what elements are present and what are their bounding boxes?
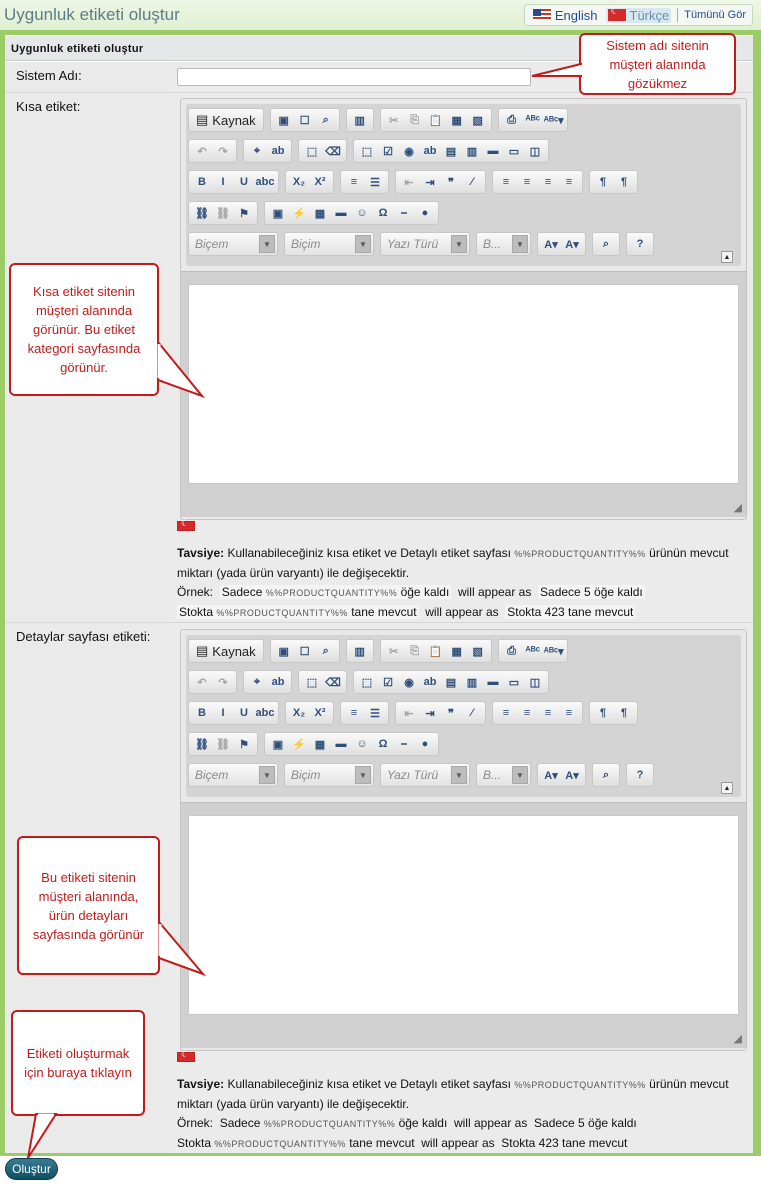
textfield-icon[interactable]: ab <box>423 676 437 688</box>
format-combo-label: Biçim <box>291 237 321 251</box>
details-label-label: Detaylar sayfası etiketi: <box>5 623 166 1153</box>
remove-format-icon[interactable]: ⌫ <box>325 676 341 689</box>
hint-placeholder: %%PRODUCTQUANTITY%% <box>263 1119 396 1129</box>
style-combo[interactable] <box>188 232 278 256</box>
bg-color-icon[interactable]: A▾ <box>565 769 579 782</box>
hint-placeholder: %%PRODUCTQUANTITY%% <box>214 1139 346 1149</box>
button-icon[interactable]: ▬ <box>487 676 499 688</box>
toolbar-row <box>188 108 568 132</box>
outdent-icon[interactable]: ⇤ <box>404 707 414 720</box>
section-title: Uygunluk etiketi oluştur <box>5 36 753 61</box>
paste-word-icon[interactable]: ▧ <box>472 114 483 127</box>
ltr-icon[interactable]: ¶ <box>599 176 607 188</box>
spellcheck-dropdown-icon[interactable]: ᴬᴮᶜ▾ <box>543 645 564 658</box>
toolbar-group <box>395 170 486 194</box>
style-combo-label: Biçem <box>195 237 229 251</box>
hint-ex2-result: Stokta 423 tane mevcut <box>501 1136 628 1150</box>
textarea-icon[interactable]: ▤ <box>445 676 457 689</box>
format-combo[interactable] <box>284 763 374 787</box>
print-icon[interactable]: ⎙ <box>507 113 517 126</box>
toolbar-group <box>340 170 389 194</box>
image-button-icon[interactable]: ▭ <box>508 676 520 689</box>
find-icon[interactable]: ⌖ <box>253 675 261 688</box>
show-all-link[interactable]: Tümünü Gör <box>684 9 746 21</box>
redo-icon[interactable]: ↷ <box>218 676 228 689</box>
callout-pointer <box>24 1112 64 1162</box>
document-icon: ▤ <box>196 643 209 658</box>
toolbar-row <box>188 639 568 663</box>
source-button[interactable] <box>192 111 260 129</box>
paste-icon[interactable]: 📋 <box>428 114 443 127</box>
short-label-editor-content-frame <box>181 271 746 517</box>
undo-icon[interactable]: ↶ <box>197 676 207 689</box>
page-break-icon[interactable]: ⎯ <box>401 206 407 219</box>
toolbar-group <box>498 639 568 663</box>
paste-icon[interactable]: 📋 <box>428 645 443 658</box>
hint-ex1-a: Sadece <box>219 1116 264 1130</box>
tr-flag-icon[interactable] <box>177 1052 195 1062</box>
hint-ex2-a: Stokta <box>177 1136 215 1150</box>
size-combo-label: B... <box>483 768 502 782</box>
bold-button[interactable]: B <box>198 176 206 188</box>
hint-ex1-b: öğe kaldı <box>397 585 450 599</box>
toolbar-group <box>589 701 638 725</box>
toolbar-group <box>346 639 374 663</box>
chevron-down-icon: ▼ <box>451 766 467 784</box>
div-icon[interactable]: ⁄ <box>471 707 473 719</box>
language-switcher <box>524 4 753 26</box>
textarea-icon[interactable]: ▤ <box>445 145 457 158</box>
hint-tip-label: Tavsiye: <box>177 1077 225 1091</box>
ltr-icon[interactable]: ¶ <box>599 707 607 719</box>
help-icon[interactable]: ? <box>636 769 644 781</box>
hint-placeholder: %%PRODUCTQUANTITY%% <box>514 549 646 559</box>
create-button[interactable]: Oluştur <box>5 1158 58 1180</box>
horizontal-rule-icon[interactable]: ▬ <box>335 738 347 750</box>
source-label: Kaynak <box>212 643 256 659</box>
source-button[interactable] <box>192 642 260 660</box>
cut-icon[interactable]: ✂ <box>389 645 399 658</box>
hint-appear-as: will appear as <box>421 1136 495 1150</box>
horizontal-rule-icon[interactable]: ▬ <box>335 207 347 219</box>
hint-ex1-result: Sadece 5 öğe kaldı <box>540 585 643 599</box>
toolbar-group <box>537 763 586 787</box>
toolbar-group <box>346 108 374 132</box>
hidden-field-icon[interactable]: ◫ <box>529 145 541 158</box>
select-icon[interactable]: ▥ <box>466 676 478 689</box>
toolbar-group <box>298 670 347 694</box>
align-left-icon[interactable]: ≡ <box>502 707 510 719</box>
toolbar-group <box>264 732 439 756</box>
spellcheck-icon[interactable]: ᴬᴮᶜ <box>525 114 540 126</box>
replace-icon[interactable]: ab <box>271 676 285 688</box>
hint-tip-text: Kullanabileceğiniz kısa etiket ve Detaylı etiket sayfası <box>224 1077 515 1091</box>
callout-details-label: Bu etiketi sitenin müşteri alanında, ürün detayları sayfasında görünür <box>17 836 160 975</box>
copy-icon[interactable]: ⎘ <box>410 644 420 657</box>
subscript-button[interactable]: X₂ <box>292 176 306 188</box>
hint-appear-as: will appear as <box>453 1116 528 1130</box>
hint-ex1-result: Sadece 5 öğe kaldı <box>534 1116 637 1130</box>
hint-example-label: Örnek: <box>177 585 214 599</box>
help-icon[interactable]: ? <box>636 238 644 250</box>
templates-icon[interactable]: ▥ <box>354 114 365 127</box>
font-combo[interactable] <box>380 232 470 256</box>
hint-ex2-b: tane mevcut <box>345 1136 415 1150</box>
page-header <box>0 0 761 34</box>
short-label-editor-toolbar <box>186 104 741 266</box>
callout-system-name: Sistem adı sitenin müşteri alanında gözükmez <box>579 33 736 95</box>
size-combo-label: B... <box>483 237 502 251</box>
toolbar-group <box>264 201 439 225</box>
size-combo[interactable] <box>476 232 531 256</box>
bullet-list-icon[interactable]: ☰ <box>370 176 380 189</box>
smiley-icon[interactable]: ☺ <box>356 738 368 750</box>
div-icon[interactable]: ⁄ <box>471 176 473 188</box>
lang-turkish-label: Türkçe <box>629 7 670 23</box>
collapse-toolbar-icon[interactable]: ▲ <box>721 782 733 794</box>
hint-placeholder: %%PRODUCTQUANTITY%% <box>265 588 398 598</box>
frame-border <box>753 30 761 1155</box>
lang-english-label: English <box>554 7 598 23</box>
numbered-list-icon[interactable]: ≡ <box>350 707 358 719</box>
style-combo-label: Biçem <box>195 768 229 782</box>
short-label-label: Kısa etiket: <box>5 93 166 622</box>
style-combo[interactable] <box>188 763 278 787</box>
toolbar-group <box>592 232 620 256</box>
special-char-icon[interactable]: Ω <box>378 738 388 750</box>
hint-tip-text: Kullanabileceğiniz kısa etiket ve Detaylı etiket sayfası <box>224 546 515 560</box>
rtl-icon[interactable]: ¶ <box>620 707 628 719</box>
hint-ex2-b: tane mevcut <box>347 605 417 619</box>
format-combo-label: Biçim <box>291 768 321 782</box>
callout-pointer <box>157 920 205 978</box>
textfield-icon[interactable]: ab <box>423 145 437 157</box>
align-center-icon[interactable]: ≡ <box>523 707 531 719</box>
print-icon[interactable]: ⎙ <box>507 644 517 657</box>
hint-appear-as: will appear as <box>425 605 499 619</box>
image-icon[interactable]: ▣ <box>272 738 284 751</box>
unlink-icon[interactable]: ⛓ <box>216 207 230 220</box>
chevron-down-icon: ▼ <box>259 235 275 253</box>
hint-placeholder: %%PRODUCTQUANTITY%% <box>216 608 348 618</box>
toolbar-row <box>188 701 638 725</box>
outdent-icon[interactable]: ⇤ <box>404 176 414 189</box>
collapse-toolbar-icon[interactable]: ▲ <box>721 251 733 263</box>
flash-icon[interactable]: ⚡ <box>292 207 306 220</box>
font-combo-label: Yazı Türü <box>387 237 439 251</box>
select-icon[interactable]: ▥ <box>466 145 478 158</box>
toolbar-row <box>188 139 549 163</box>
page-title: Uygunluk etiketi oluştur <box>4 5 180 24</box>
indent-icon[interactable]: ⇥ <box>425 707 435 720</box>
radio-icon[interactable]: ◉ <box>404 676 414 689</box>
align-right-icon[interactable]: ≡ <box>544 707 552 719</box>
italic-button[interactable]: I <box>221 707 225 719</box>
align-left-icon[interactable]: ≡ <box>502 176 510 188</box>
toolbar-row <box>188 170 638 194</box>
toolbar-group <box>188 139 237 163</box>
details-label-editor-toolbar <box>186 635 741 797</box>
templates-icon[interactable]: ▥ <box>354 645 365 658</box>
hint-ex1-b: öğe kaldı <box>395 1116 448 1130</box>
blockquote-icon[interactable]: ❞ <box>448 707 454 720</box>
chevron-down-icon: ▼ <box>512 235 528 253</box>
short-label-editor-content-area[interactable] <box>188 284 739 484</box>
unlink-icon[interactable]: ⛓ <box>216 738 230 751</box>
table-icon[interactable]: ▦ <box>314 738 326 751</box>
remove-format-icon[interactable]: ⌫ <box>325 145 341 158</box>
tr-flag-icon <box>608 9 626 21</box>
toolbar-group <box>285 701 334 725</box>
hint-tip-label: Tavsiye: <box>177 546 225 560</box>
paste-word-icon[interactable]: ▧ <box>472 645 483 658</box>
iframe-icon[interactable]: ● <box>421 207 429 219</box>
toolbar-group <box>188 701 279 725</box>
bold-button[interactable]: B <box>198 707 206 719</box>
divider <box>677 8 678 22</box>
details-label-editor-content-area[interactable] <box>188 815 739 1015</box>
callout-short-label: Kısa etiket sitenin müşteri alanında görünür. Bu etiket kategori sayfasında görünür. <box>9 263 159 396</box>
source-label: Kaynak <box>212 112 256 128</box>
maximize-icon[interactable]: ⌕ <box>602 768 610 781</box>
toolbar-group <box>243 670 292 694</box>
rtl-icon[interactable]: ¶ <box>620 176 628 188</box>
link-icon[interactable]: ⛓ <box>195 207 209 220</box>
indent-icon[interactable]: ⇥ <box>425 176 435 189</box>
toolbar-group <box>340 701 389 725</box>
button-icon[interactable]: ▬ <box>487 145 499 157</box>
image-icon[interactable]: ▣ <box>272 207 284 220</box>
strike-button[interactable]: abc <box>255 176 275 188</box>
toolbar-group <box>188 201 258 225</box>
form-icon[interactable]: ⬚ <box>361 145 373 158</box>
chevron-down-icon: ▼ <box>451 235 467 253</box>
short-label-editor <box>180 98 747 520</box>
bullet-list-icon[interactable]: ☰ <box>370 707 380 720</box>
details-label-editor-content-frame <box>181 802 746 1048</box>
anchor-icon[interactable]: ⚑ <box>239 738 249 751</box>
font-combo[interactable] <box>380 763 470 787</box>
toolbar-row <box>188 763 654 787</box>
hint-block-details <box>177 1075 747 1154</box>
hint-ex1-a: Sadece <box>221 585 266 599</box>
font-combo-label: Yazı Türü <box>387 768 439 782</box>
format-combo[interactable] <box>284 232 374 256</box>
tr-flag-icon[interactable] <box>177 521 195 531</box>
chevron-down-icon: ▼ <box>512 766 528 784</box>
chevron-down-icon: ▼ <box>355 235 371 253</box>
page-break-icon[interactable]: ⎯ <box>401 737 407 750</box>
checkbox-icon[interactable]: ☑ <box>383 145 393 158</box>
toolbar-group <box>626 763 654 787</box>
underline-button[interactable]: U <box>240 707 248 719</box>
hint-example-label: Örnek: <box>177 1116 214 1130</box>
maximize-icon[interactable]: ⌕ <box>602 237 610 250</box>
preview-icon[interactable]: ⌕ <box>322 644 329 657</box>
special-char-icon[interactable]: Ω <box>378 207 388 219</box>
toolbar-group <box>188 108 264 132</box>
toolbar-group <box>492 170 583 194</box>
chevron-down-icon: ▼ <box>259 766 275 784</box>
form-icon[interactable]: ⬚ <box>361 676 373 689</box>
anchor-icon[interactable]: ⚑ <box>239 207 249 220</box>
align-center-icon[interactable]: ≡ <box>523 176 531 188</box>
us-flag-icon <box>533 9 551 21</box>
resize-handle-icon[interactable]: ◢ <box>733 1033 742 1045</box>
hint-placeholder: %%PRODUCTQUANTITY%% <box>514 1080 646 1090</box>
toolbar-group <box>188 670 237 694</box>
copy-icon[interactable]: ⎘ <box>410 113 420 126</box>
redo-icon[interactable]: ↷ <box>218 145 228 158</box>
replace-icon[interactable]: ab <box>271 145 285 157</box>
superscript-button[interactable]: X² <box>314 707 326 719</box>
toolbar-group <box>395 701 486 725</box>
toolbar-group <box>492 701 583 725</box>
toolbar-row <box>188 201 439 225</box>
callout-pointer <box>530 62 582 82</box>
bg-color-icon[interactable]: A▾ <box>565 238 579 251</box>
system-name-label: Sistem Adı: <box>5 62 166 92</box>
hint-example-1 <box>220 585 452 599</box>
document-icon: ▤ <box>196 112 209 127</box>
select-all-icon[interactable]: ⬚ <box>306 145 318 158</box>
undo-icon[interactable]: ↶ <box>197 145 207 158</box>
hint-tip-text2: ürünün mevcut miktarı (yada ürün varyantı) ile değişecektir. <box>177 1077 729 1111</box>
table-icon[interactable]: ▦ <box>314 207 326 220</box>
toolbar-group <box>270 639 340 663</box>
smiley-icon[interactable]: ☺ <box>356 207 368 219</box>
spellcheck-icon[interactable]: ᴬᴮᶜ <box>525 645 540 657</box>
toolbar-group <box>592 763 620 787</box>
radio-icon[interactable]: ◉ <box>404 145 414 158</box>
toolbar-group <box>188 639 264 663</box>
blockquote-icon[interactable]: ❞ <box>448 176 454 189</box>
text-color-icon[interactable]: A▾ <box>544 238 558 251</box>
toolbar-group <box>353 670 549 694</box>
superscript-button[interactable]: X² <box>314 176 326 188</box>
toolbar-group <box>270 108 340 132</box>
save-icon[interactable]: ▣ <box>278 114 289 127</box>
hidden-field-icon[interactable]: ◫ <box>529 676 541 689</box>
numbered-list-icon[interactable]: ≡ <box>350 176 358 188</box>
toolbar-row <box>188 670 549 694</box>
toolbar-row <box>188 232 654 256</box>
toolbar-row <box>188 732 439 756</box>
hint-example-2 <box>177 605 419 619</box>
strike-button[interactable]: abc <box>255 707 275 719</box>
lang-turkish[interactable] <box>606 8 672 23</box>
toolbar-group <box>380 639 492 663</box>
hint-tip-text2: ürünün mevcut miktarı (yada ürün varyantı) ile değişecektir. <box>177 546 729 580</box>
select-all-icon[interactable]: ⬚ <box>306 676 318 689</box>
toolbar-group <box>380 108 492 132</box>
spellcheck-dropdown-icon[interactable]: ᴬᴮᶜ▾ <box>543 114 564 127</box>
iframe-icon[interactable]: ● <box>421 738 429 750</box>
align-right-icon[interactable]: ≡ <box>544 176 552 188</box>
text-color-icon[interactable]: A▾ <box>544 769 558 782</box>
details-label-editor <box>180 629 747 1051</box>
underline-button[interactable]: U <box>240 176 248 188</box>
toolbar-group <box>498 108 568 132</box>
callout-pointer <box>156 340 204 400</box>
lang-english[interactable] <box>531 8 600 23</box>
hint-ex2-result: Stokta 423 tane mevcut <box>507 605 634 619</box>
callout-submit: Etiketi oluşturmak için buraya tıklayın <box>11 1010 145 1116</box>
toolbar-group <box>298 139 347 163</box>
hint-ex2-a: Stokta <box>179 605 217 619</box>
hint-block-short <box>177 544 747 623</box>
paste-text-icon[interactable]: ▦ <box>451 114 462 127</box>
paste-text-icon[interactable]: ▦ <box>451 645 462 658</box>
chevron-down-icon: ▼ <box>355 766 371 784</box>
size-combo[interactable] <box>476 763 531 787</box>
toolbar-group <box>626 232 654 256</box>
italic-button[interactable]: I <box>221 176 225 188</box>
justify-icon[interactable]: ≡ <box>565 707 573 719</box>
flash-icon[interactable]: ⚡ <box>292 738 306 751</box>
cut-icon[interactable]: ✂ <box>389 114 399 127</box>
toolbar-group <box>353 139 549 163</box>
system-name-input[interactable] <box>177 68 531 86</box>
preview-icon[interactable]: ⌕ <box>322 113 329 126</box>
image-button-icon[interactable]: ▭ <box>508 145 520 158</box>
find-icon[interactable]: ⌖ <box>253 144 261 157</box>
toolbar-group <box>188 732 258 756</box>
toolbar-group <box>285 170 334 194</box>
resize-handle-icon[interactable]: ◢ <box>733 502 742 514</box>
toolbar-group <box>537 232 586 256</box>
link-icon[interactable]: ⛓ <box>195 738 209 751</box>
toolbar-group <box>589 170 638 194</box>
save-icon[interactable]: ▣ <box>278 645 289 658</box>
checkbox-icon[interactable]: ☑ <box>383 676 393 689</box>
hint-appear-as: will appear as <box>457 585 532 599</box>
new-page-icon[interactable]: ☐ <box>299 114 310 127</box>
toolbar-group <box>188 170 279 194</box>
new-page-icon[interactable]: ☐ <box>299 645 310 658</box>
justify-icon[interactable]: ≡ <box>565 176 573 188</box>
toolbar-group <box>243 139 292 163</box>
subscript-button[interactable]: X₂ <box>292 707 306 719</box>
